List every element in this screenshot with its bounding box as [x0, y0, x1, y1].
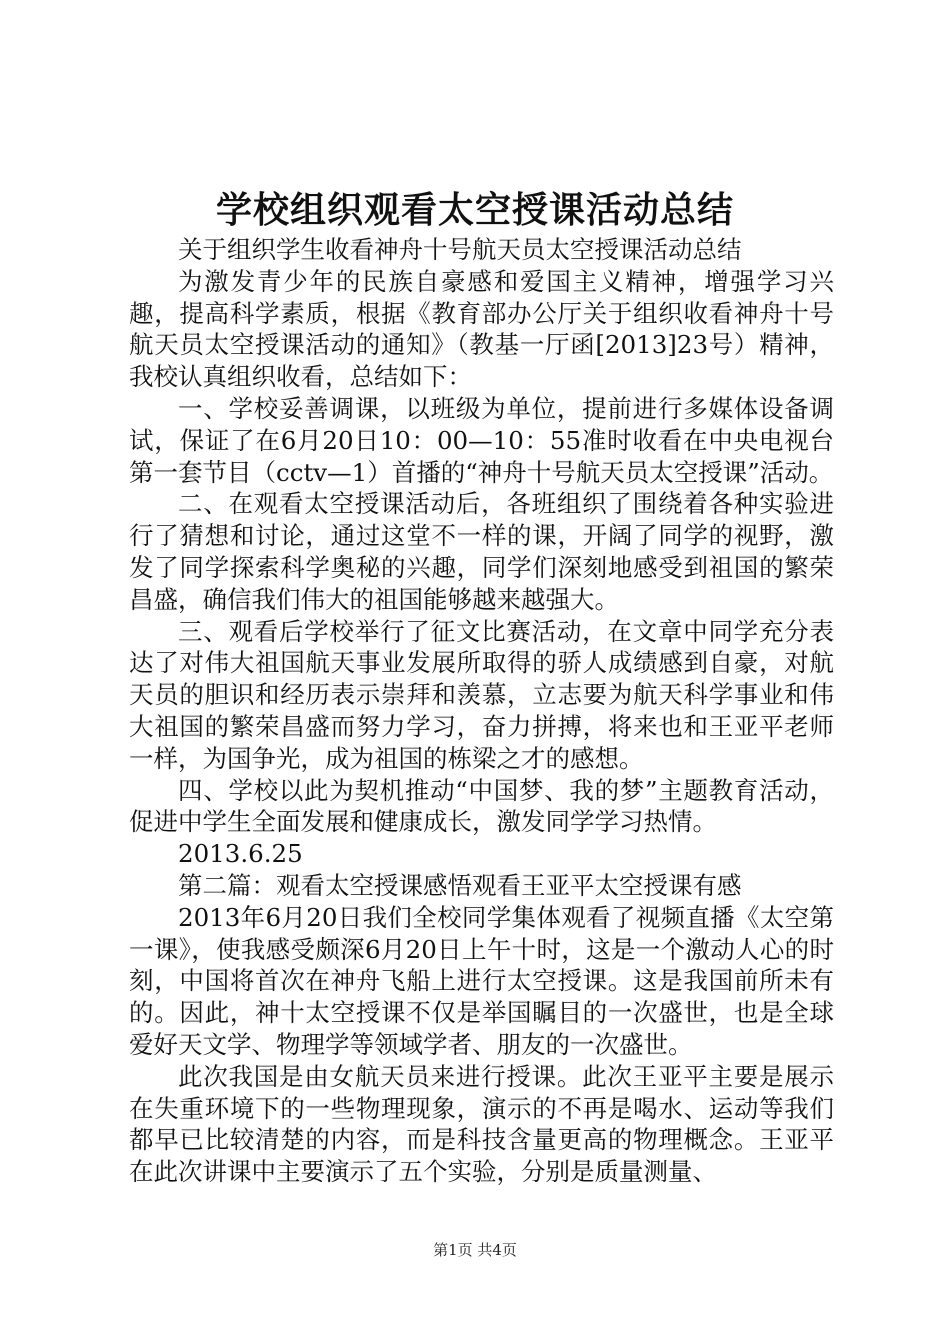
paragraph-second-body: 此次我国是由女航天员来进行授课。此次王亚平主要是展示在失重环境下的一些物理现象，演示的不再是喝水、运动等我们都早已比较清楚的内容，而是科技含量更高的物理概念。王亚平在此次讲课中主要演示了五个实验，分别是质量测量、 — [129, 1061, 834, 1187]
paragraph-item-1: 一、学校妥善调课，以班级为单位，提前进行多媒体设备调试，保证了在6月20日10：00—10：55准时收看在中央电视台第一套节目（cctv—1）首播的“神舟十号航天员太空授课”活动。 — [129, 393, 834, 487]
paragraph-second-intro: 2013年6月20日我们全校同学集体观看了视频直播《太空第一课》，使我感受颇深6月20日上午十时，这是一个激动人心的时刻，中国将首次在神舟飞船上进行太空授课。这是我国前所未有的。因此，神十太空授课不仅是举国瞩目的一次盛世，也是全球爱好天文学、物理学等领域学者、朋友的一次盛世。 — [129, 902, 834, 1059]
document-title: 学校组织观看太空授课活动总结 — [215, 189, 734, 231]
paragraph-item-4: 四、学校以此为契机推动“中国梦、我的梦”主题教育活动，促进中学生全面发展和健康成长，激发同学学习热情。 — [129, 775, 834, 837]
document-body — [129, 234, 834, 1188]
paragraph-item-2: 二、在观看太空授课活动后，各班组织了围绕着各种实验进行了猜想和讨论，通过这堂不一样的课，开阔了同学的视野，激发了同学探索科学奥秘的兴趣，同学们深刻地感受到祖国的繁荣昌盛，确信我们伟大的祖国能够越来越强大。 — [129, 489, 834, 614]
paragraph-second-title: 第二篇：观看太空授课感悟观看王亚平太空授课有感 — [178, 870, 742, 900]
paragraph-subtitle: 关于组织学生收看神舟十号航天员太空授课活动总结 — [178, 235, 742, 264]
page-footer: 第1页 共4页 — [433, 1241, 517, 1259]
paragraph-intro: 为激发青少年的民族自豪感和爱国主义精神，增强学习兴趣，提高科学素质，根据《教育部办公厅关于组织收看神舟十号航天员太空授课活动的通知》（教基一厅函[2013]23号）精神，我校认真组织收看，总结如下： — [129, 266, 834, 392]
paragraph-date: 2013.6.25 — [178, 839, 303, 869]
paragraph-item-3: 三、观看后学校举行了征文比赛活动，在文章中同学充分表达了对伟大祖国航天事业发展所取得的骄人成绩感到自豪，对航天员的胆识和经历表示崇拜和羡慕，立志要为航天科学事业和伟大祖国的繁荣昌盛而努力学习，奋力拼搏，将来也和王亚平老师一样，为国争光，成为祖国的栋梁之才的感想。 — [129, 616, 834, 773]
